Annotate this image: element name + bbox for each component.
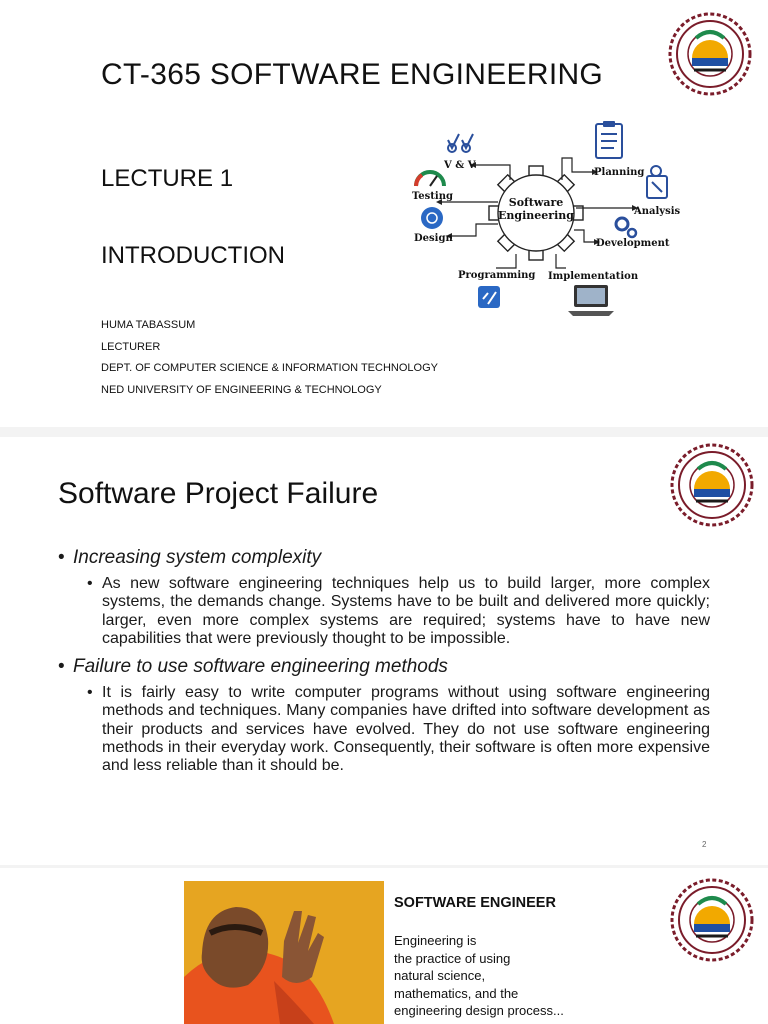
definition-line: the practice of using: [394, 950, 511, 966]
lecture-number: LECTURE 1: [101, 165, 234, 192]
course-title: CT-365 SOFTWARE ENGINEERING: [101, 58, 604, 91]
laptop-icon: [568, 285, 614, 316]
label-programming: Programming: [458, 270, 536, 281]
author-name: HUMA TABASSUM: [101, 319, 196, 331]
bullet-list: [58, 547, 710, 784]
definition-line: engineering design process...: [394, 1003, 564, 1018]
university-logo: [670, 443, 754, 527]
slide-software-engineer: [0, 868, 768, 1024]
slide-title-failure: Software Project Failure: [58, 477, 379, 510]
author-position: LECTURER: [101, 340, 161, 353]
author-university: NED UNIVERSITY OF ENGINEERING & TECHNOLOGY: [101, 383, 382, 396]
microscope-icon: [647, 166, 667, 198]
clipboard-icon: [596, 121, 622, 158]
meme-heading: SOFTWARE ENGINEER: [394, 895, 556, 911]
author-department: DEPT. OF COMPUTER SCIENCE & INFORMATION TECHNOLOGY: [101, 362, 438, 374]
meme-definition: [394, 932, 564, 1020]
code-window-icon: [478, 286, 500, 308]
lecture-topic: INTRODUCTION: [101, 242, 285, 269]
label-development: Development: [596, 238, 670, 249]
label-vv: V & V: [444, 160, 476, 171]
university-logo: [668, 12, 752, 96]
bullet-heading: • Increasing system complexity: [58, 547, 710, 569]
label-analysis: Analysis: [634, 206, 681, 217]
label-design: Design: [414, 233, 453, 244]
label-planning: Planning: [594, 167, 645, 178]
meme-image: [184, 881, 384, 1024]
definition-line: Engineering is: [394, 933, 477, 948]
slide-project-failure: [0, 437, 768, 865]
brain-head-icon: [421, 207, 443, 229]
bullet-heading: • Failure to use software engineering methods: [58, 656, 710, 678]
software-engineering-diagram: [404, 118, 704, 323]
bullet-text: • As new software engineering techniques help us to build larger, more complex systems, the demands change. Systems have to be built and delivered more quickly; larger, even more complex systems are required; systems have to have new capabilities that were previously thought to be impossible.: [87, 575, 710, 648]
diagram-center-line1: Software: [508, 196, 564, 209]
checkmarks-icon: [448, 134, 473, 152]
gears-icon: [616, 218, 636, 237]
slide-title: [0, 0, 768, 425]
definition-line: natural science,: [394, 968, 486, 983]
definition-line: mathematics, and the: [394, 985, 519, 1001]
bullet-text: • It is fairly easy to write computer programs without using software engineering methods and techniques. Many companies have drifted into software development as their products and services have evolved. They do not use software engineering methods in their everyday work. Consequently, their software is often more expensive and less reliable than it should be.: [87, 684, 710, 775]
university-logo: [670, 878, 754, 962]
gauge-icon: [416, 172, 444, 186]
slide-separator: [0, 427, 768, 437]
label-implementation: Implementation: [548, 271, 639, 282]
page-number: 2: [702, 840, 707, 849]
diagram-center-line2: Engineering: [498, 209, 574, 222]
label-testing: Testing: [412, 191, 453, 202]
author-info: [101, 315, 438, 401]
